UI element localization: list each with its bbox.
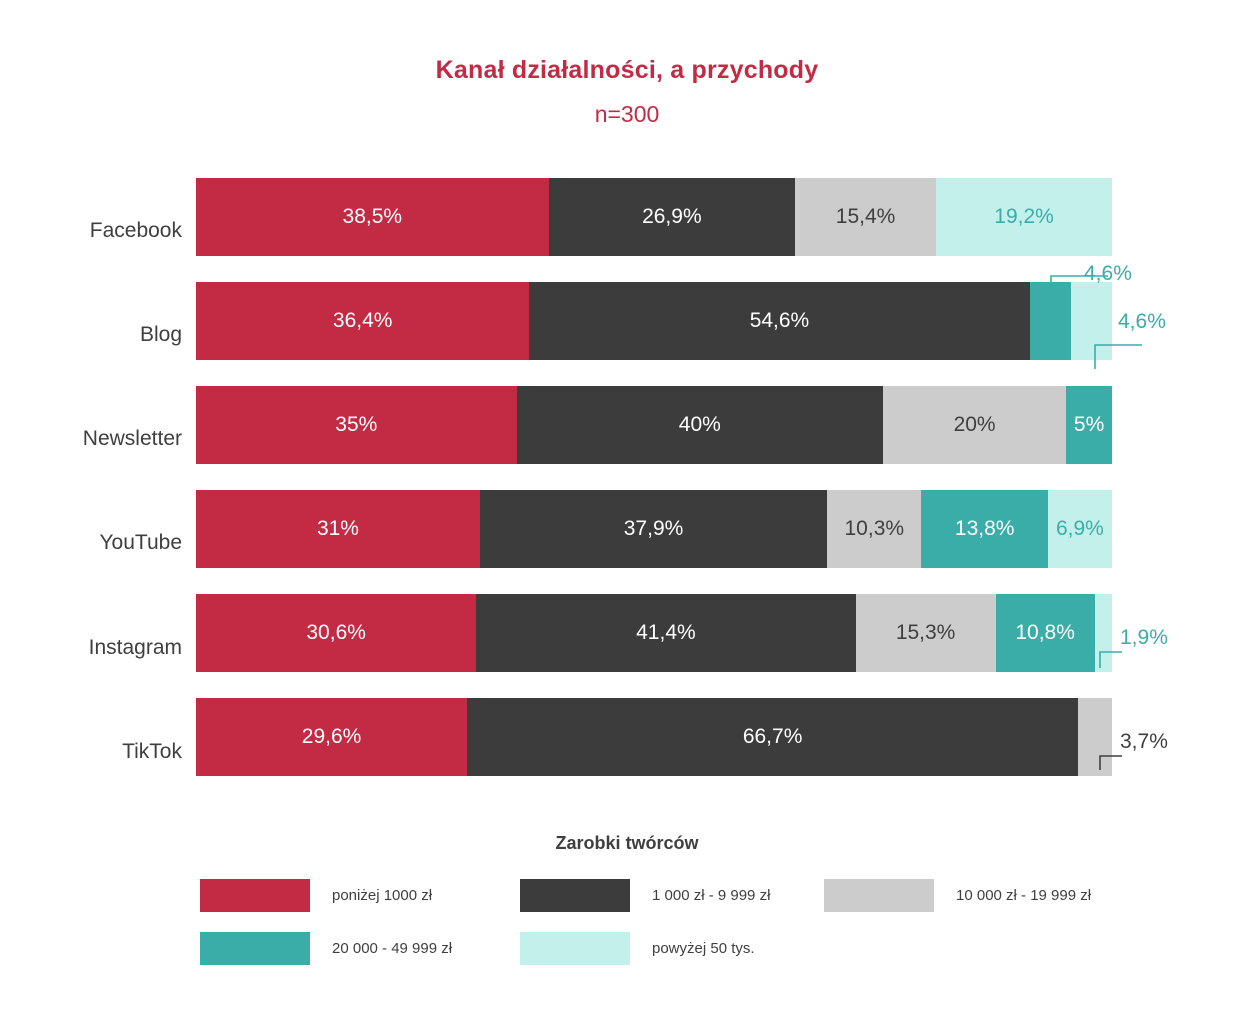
- callout-blog-s4: 4,6%: [1084, 262, 1132, 285]
- legend-label-2: 10 000 zł - 19 999 zł: [956, 887, 1092, 904]
- bar-row-newsletter: [196, 386, 1112, 464]
- bar-row-instagram: [196, 594, 1112, 672]
- bar-row-tiktok: [196, 698, 1112, 776]
- bar-segment-facebook-s5[interactable]: 19,2%: [936, 178, 1112, 256]
- legend-label-3: 20 000 - 49 999 zł: [332, 940, 453, 957]
- bar-segment-youtube-s2[interactable]: 37,9%: [480, 490, 827, 568]
- legend-swatch-1: [520, 879, 630, 912]
- legend-item-4[interactable]: [520, 932, 755, 965]
- legend-swatch-4: [520, 932, 630, 965]
- category-label-tiktok: TikTok: [122, 740, 182, 763]
- legend-title: Zarobki twórców: [555, 833, 699, 853]
- bar-segment-blog-s2[interactable]: 54,6%: [529, 282, 1029, 360]
- bar-row-blog: [196, 282, 1112, 360]
- category-label-instagram: Instagram: [88, 636, 182, 659]
- category-label-newsletter: Newsletter: [82, 427, 182, 450]
- category-label-facebook: Facebook: [89, 219, 182, 242]
- callout-tiktok-s3: 3,7%: [1120, 730, 1168, 753]
- bar-segment-newsletter-s1[interactable]: 35%: [196, 386, 517, 464]
- category-label-youtube: YouTube: [99, 531, 182, 554]
- bar-segment-blog-s1[interactable]: 36,4%: [196, 282, 529, 360]
- bar-segment-youtube-s3[interactable]: 10,3%: [827, 490, 921, 568]
- legend-item-2[interactable]: [824, 879, 1091, 912]
- chart-subtitle: n=300: [594, 101, 660, 127]
- bar-segment-youtube-s5[interactable]: 6,9%: [1048, 490, 1112, 568]
- bar-segment-newsletter-s2[interactable]: 40%: [517, 386, 883, 464]
- legend-item-3[interactable]: [200, 932, 452, 965]
- bar-segment-youtube-s1[interactable]: 31%: [196, 490, 480, 568]
- callout-blog-s5: 4,6%: [1118, 310, 1166, 333]
- legend-label-1: 1 000 zł - 9 999 zł: [652, 887, 771, 904]
- bar-segment-newsletter-s4[interactable]: 5%: [1066, 386, 1112, 464]
- callout-instagram-s5: 1,9%: [1120, 626, 1168, 649]
- bar-segment-facebook-s1[interactable]: 38,5%: [196, 178, 549, 256]
- bar-segment-facebook-s3[interactable]: 15,4%: [795, 178, 936, 256]
- bar-row-youtube: [196, 490, 1112, 568]
- legend-label-0: poniżej 1000 zł: [332, 887, 433, 904]
- legend-label-4: powyżej 50 tys.: [652, 940, 755, 957]
- bar-segment-tiktok-s1[interactable]: 29,6%: [196, 698, 467, 776]
- category-label-blog: Blog: [139, 323, 182, 346]
- bar-segment-instagram-s3[interactable]: 15,3%: [856, 594, 996, 672]
- legend-swatch-0: [200, 879, 310, 912]
- bar-segment-instagram-s2[interactable]: 41,4%: [476, 594, 855, 672]
- legend-swatch-3: [200, 932, 310, 965]
- bar-segment-youtube-s4[interactable]: 13,8%: [921, 490, 1047, 568]
- bar-segment-instagram-s4[interactable]: 10,8%: [996, 594, 1095, 672]
- legend-item-1[interactable]: [520, 879, 770, 912]
- bar-segment-newsletter-s3[interactable]: 20%: [883, 386, 1066, 464]
- bar-segment-tiktok-s2[interactable]: 66,7%: [467, 698, 1078, 776]
- legend-item-0[interactable]: [200, 879, 432, 912]
- legend-swatch-2: [824, 879, 934, 912]
- plot-area: [196, 178, 1112, 788]
- chart-title: Kanał działalności, a przychody: [435, 56, 819, 84]
- bar-row-facebook: [196, 178, 1112, 256]
- bar-segment-instagram-s1[interactable]: 30,6%: [196, 594, 476, 672]
- bar-segment-facebook-s2[interactable]: 26,9%: [549, 178, 795, 256]
